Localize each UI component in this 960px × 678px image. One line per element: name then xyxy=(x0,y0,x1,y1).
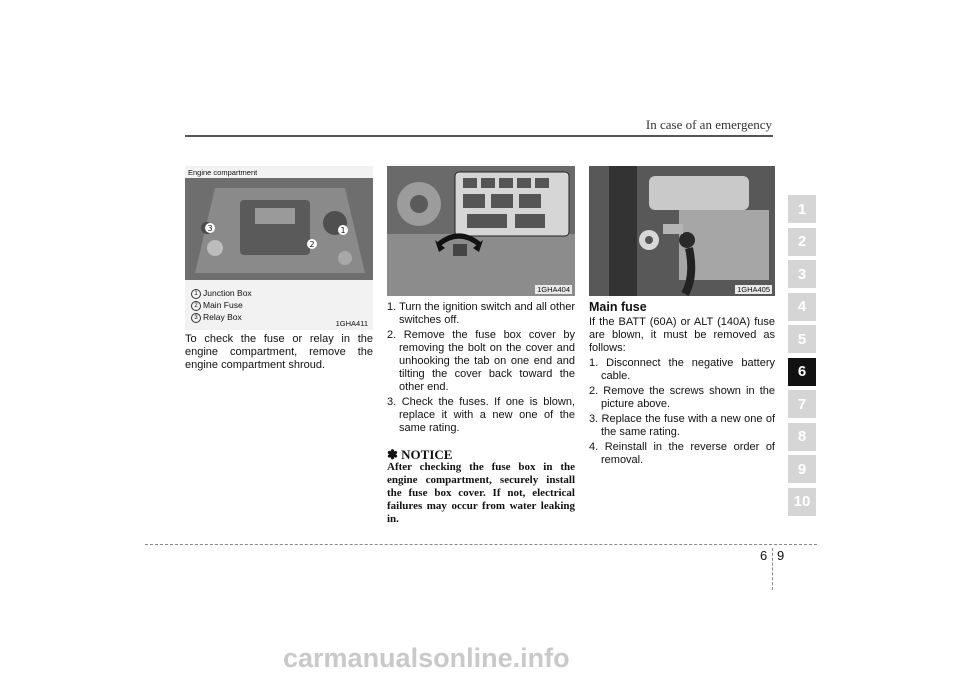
figure-code: 1GHA404 xyxy=(537,285,570,294)
main-fuse-column xyxy=(589,301,775,469)
main-fuse-photo xyxy=(589,166,775,296)
chapter-tab-5[interactable]: 5 xyxy=(788,325,816,353)
footer-page-number: 9 xyxy=(777,548,785,563)
figure-main-fuse xyxy=(589,166,775,296)
chapter-tab-2[interactable]: 2 xyxy=(788,228,816,256)
header-rule xyxy=(185,135,773,137)
engine-photo xyxy=(185,178,373,280)
chapter-tab-7[interactable]: 7 xyxy=(788,390,816,418)
callout-1: 1 xyxy=(340,226,346,235)
legend-item: 1 Junction Box xyxy=(191,287,252,299)
callout-3: 3 xyxy=(207,224,213,233)
step-item: 3. Replace the fuse with a new one of the same rating. xyxy=(589,413,775,438)
section-intro: If the BATT (60A) or ALT (140A) fuse are blown, it must be removed as follows: xyxy=(589,316,775,354)
step-item: 2. Remove the screws shown in the picture above. xyxy=(589,385,775,410)
footer-divider xyxy=(772,548,773,590)
step-item: 4. Reinstall in the reverse order of removal. xyxy=(589,441,775,466)
figure-code: 1GHA411 xyxy=(335,319,368,328)
chapter-tab-1[interactable]: 1 xyxy=(788,195,816,223)
figure-fuse-box-cover xyxy=(387,166,575,296)
section-title: Main fuse xyxy=(589,300,647,314)
chapter-tab-6[interactable]: 6 xyxy=(788,358,816,386)
chapter-tab-9[interactable]: 9 xyxy=(788,455,816,483)
fuse-box-photo xyxy=(387,166,575,296)
chapter-tab-3[interactable]: 3 xyxy=(788,260,816,288)
chapter-tab-8[interactable]: 8 xyxy=(788,423,816,451)
figure-code: 1GHA405 xyxy=(737,285,770,294)
step-item: 1. Turn the ignition switch and all other switches off. xyxy=(387,301,575,326)
footer-chapter-number: 6 xyxy=(760,548,768,563)
intro-paragraph: To check the fuse or relay in the engine compartment, remove the engine compartment shroud. xyxy=(185,333,373,371)
footer-rule xyxy=(145,544,817,545)
figure-legend xyxy=(191,287,252,323)
notice-title: ✽ NOTICE xyxy=(387,447,453,462)
procedure-column xyxy=(387,301,575,526)
callout-2: 2 xyxy=(309,240,315,249)
notice-body: After checking the fuse box in the engine compartment, securely install the fuse box cover. If not, electrical failures may occur from water leaking in. xyxy=(387,461,575,525)
chapter-tab-10[interactable]: 10 xyxy=(788,488,816,516)
step-item: 1. Disconnect the negative battery cable. xyxy=(589,357,775,382)
chapter-tab-4[interactable]: 4 xyxy=(788,293,816,321)
step-item: 3. Check the fuses. If one is blown, replace it with a new one of the same rating. xyxy=(387,396,575,434)
watermark: carmanualsonline.info xyxy=(283,643,570,673)
figure-engine-compartment xyxy=(185,166,373,330)
step-item: 2. Remove the fuse box cover by removing the bolt on the cover and unhooking the tab on one end and tilting the cover back toward the other end. xyxy=(387,329,575,393)
chapter-tabs xyxy=(788,195,816,520)
page-header-title: In case of an emergency xyxy=(645,117,772,132)
legend-item: 3 Relay Box xyxy=(191,311,252,323)
legend-item: 2 Main Fuse xyxy=(191,299,252,311)
figure-caption: Engine compartment xyxy=(188,168,258,177)
